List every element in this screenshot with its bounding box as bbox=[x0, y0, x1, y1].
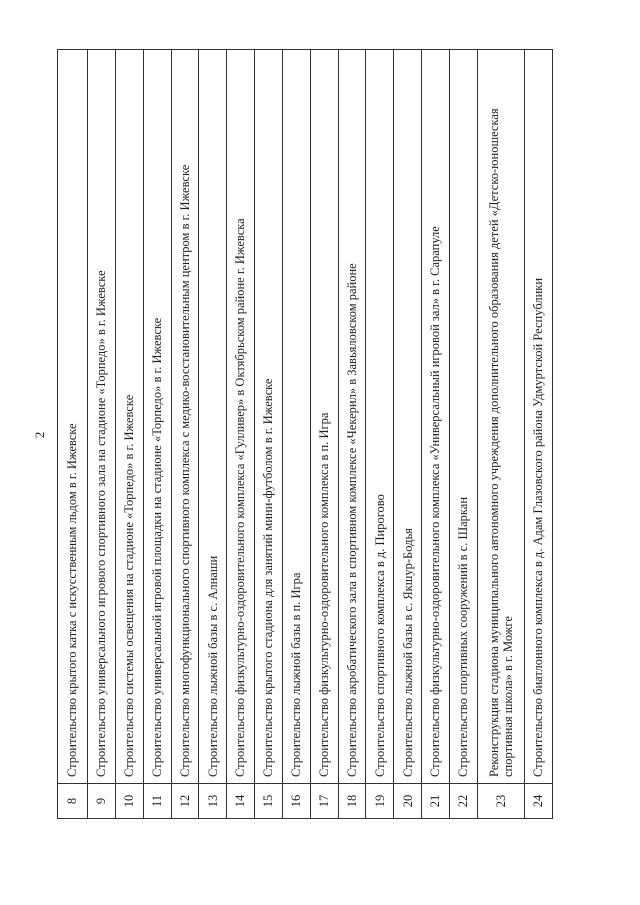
row-text: Строительство крытого стадиона для занятий мини-футболом в г. Ижевске bbox=[255, 50, 283, 784]
row-text: Строительство спортивных сооружений в с. Шаркан bbox=[449, 50, 477, 784]
table-row bbox=[143, 50, 171, 819]
row-number: 15 bbox=[255, 784, 283, 819]
row-number: 11 bbox=[143, 784, 171, 819]
row-number: 24 bbox=[524, 784, 552, 819]
table-row bbox=[255, 50, 283, 819]
table-row bbox=[449, 50, 477, 819]
table-row bbox=[115, 50, 143, 819]
row-number: 13 bbox=[199, 784, 227, 819]
table-row bbox=[310, 50, 338, 819]
row-text: Строительство лыжной базы в п. Игра bbox=[282, 50, 310, 784]
table-body bbox=[58, 50, 553, 819]
row-text: Строительство лыжной базы в с. Алнаши bbox=[199, 50, 227, 784]
row-number: 19 bbox=[366, 784, 394, 819]
row-text: Строительство биатлонного комплекса в д. Адам Глазовского района Удмуртской Республики bbox=[524, 50, 552, 784]
construction-list-table bbox=[57, 49, 553, 819]
row-text: Строительство физкультурно-оздоровительного комплекса «Универсальный игровой зал» в г. Сарапуле bbox=[422, 50, 450, 784]
row-number: 17 bbox=[310, 784, 338, 819]
table-row bbox=[338, 50, 366, 819]
table-row bbox=[199, 50, 227, 819]
table-row bbox=[524, 50, 552, 819]
row-text: Строительство лыжной базы в с. Якшур-Бодья bbox=[394, 50, 422, 784]
row-text: Строительство универсальной игровой площадки на стадионе «Торпедо» в г. Ижевске bbox=[143, 50, 171, 784]
table-row bbox=[58, 50, 88, 819]
row-text: Строительство физкультурно-оздоровительного комплекса «Гулливер» в Октябрьском районе г. Ижевска bbox=[227, 50, 255, 784]
row-number: 16 bbox=[282, 784, 310, 819]
row-number: 18 bbox=[338, 784, 366, 819]
row-number: 23 bbox=[477, 784, 524, 819]
row-number: 22 bbox=[449, 784, 477, 819]
table-row bbox=[88, 50, 116, 819]
row-number: 10 bbox=[115, 784, 143, 819]
row-number: 21 bbox=[422, 784, 450, 819]
row-text: Строительство акробатического зала в спортивном комплексе «Чекерил» в Завьяловском районе bbox=[338, 50, 366, 784]
row-number: 9 bbox=[88, 784, 116, 819]
table-row bbox=[227, 50, 255, 819]
table-row bbox=[422, 50, 450, 819]
row-text: Реконструкция стадиона муниципального автономного учреждения дополнительного образования детей «Детско-юношеская спортивная школа» в г. Можге bbox=[477, 50, 524, 784]
row-text: Строительство физкультурно-оздоровительного комплекса в п. Игра bbox=[310, 50, 338, 784]
row-number: 14 bbox=[227, 784, 255, 819]
page-number: 2 bbox=[32, 431, 47, 439]
table-row bbox=[171, 50, 199, 819]
table-row bbox=[282, 50, 310, 819]
row-text: Строительство спортивного комплекса в д. Пирогово bbox=[366, 50, 394, 784]
table-container bbox=[57, 49, 553, 819]
row-number: 8 bbox=[58, 784, 88, 819]
table-row bbox=[366, 50, 394, 819]
row-text: Строительство многофункционального спортивного комплекса с медико-восстановительным центром в г. Ижевске bbox=[171, 50, 199, 784]
table-row bbox=[394, 50, 422, 819]
table-row bbox=[477, 50, 524, 819]
row-text: Строительство универсального игрового спортивного зала на стадионе «Торпедо» в г. Ижевске bbox=[88, 50, 116, 784]
row-number: 12 bbox=[171, 784, 199, 819]
row-number: 20 bbox=[394, 784, 422, 819]
row-text: Строительство крытого катка с искусственным льдом в г. Ижевске bbox=[58, 50, 88, 784]
row-text: Строительство системы освещения на стадионе «Торпедо» в г. Ижевске bbox=[115, 50, 143, 784]
